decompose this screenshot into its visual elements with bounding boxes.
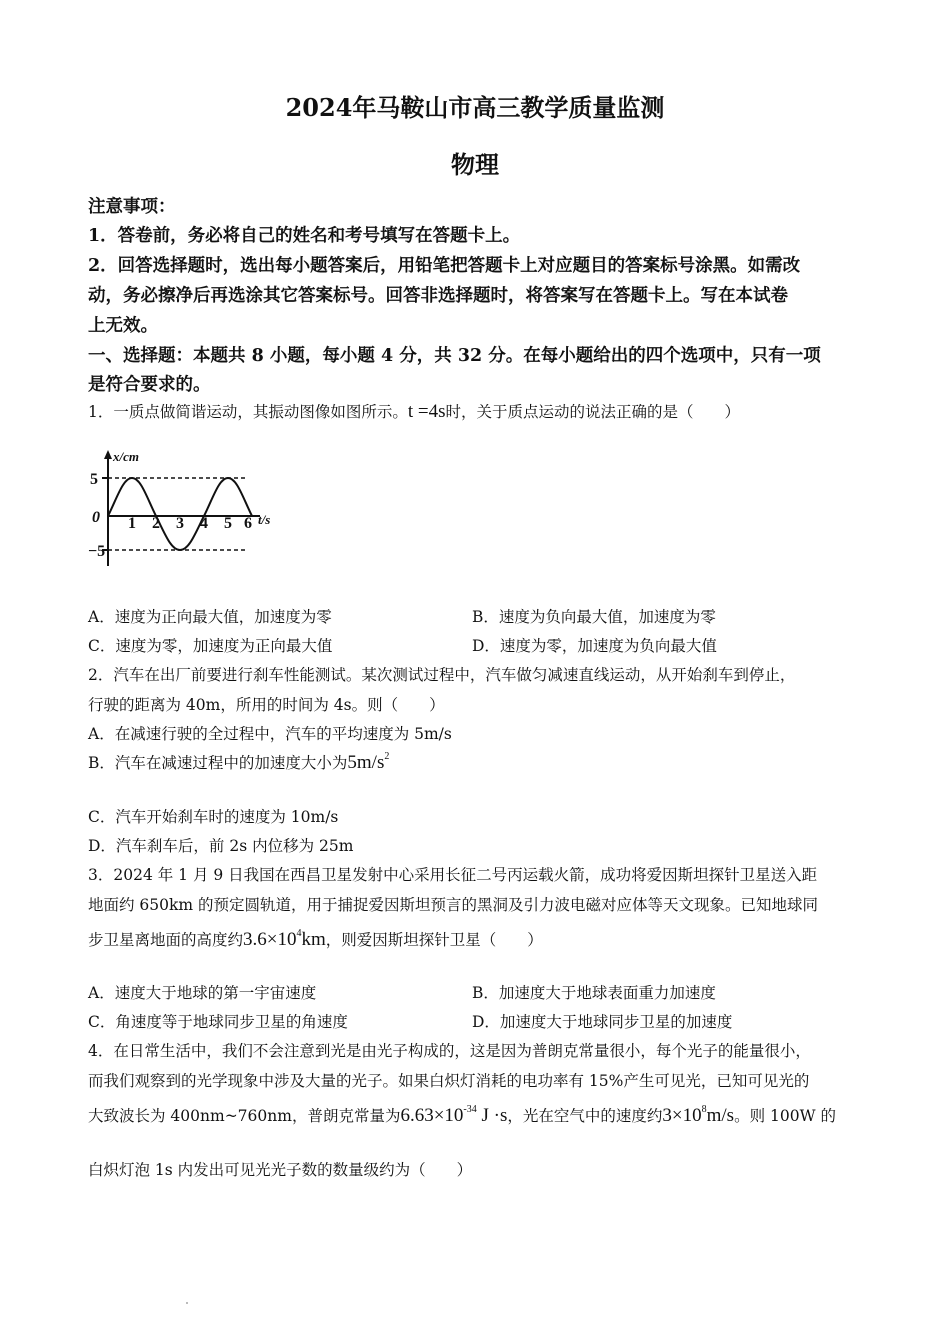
q1-option-d: D．速度为零，加速度为负向最大值 xyxy=(472,637,717,655)
graph-x-tick-2: 2 xyxy=(152,515,160,532)
q1-stem-text-2: 时，关于质点运动的说法正确的是（ ） xyxy=(445,403,741,421)
q2-stem-line-1: 2．汽车在出厂前要进行刹车性能测试。某次测试过程中，汽车做匀减速直线运动，从开始刹车到停止， xyxy=(88,666,796,684)
q4-planck-constant-math: $6.63\times 10^{-34}$ J ·s xyxy=(400,1104,508,1126)
q4-light-speed-math: $3\times 10^8m/s$ xyxy=(662,1104,735,1126)
q1-option-c: C．速度为零，加速度为正向最大值 xyxy=(88,637,333,655)
q3-stem-line-1: 3．2024 年 1 月 9 日我国在西昌卫星发射中心采用长征二号丙运载火箭，成功将爱因斯坦探针卫星送入距 xyxy=(88,866,818,884)
q4-stem-text-3: 。则 100W 的 xyxy=(734,1107,836,1125)
subject-title: 物理 xyxy=(451,150,499,179)
graph-x-tick-6: 6 xyxy=(244,515,252,532)
q2-option-c: C．汽车开始刹车时的速度为 10m/s xyxy=(88,808,339,826)
q3-option-c: C．角速度等于地球同步卫星的角速度 xyxy=(88,1013,348,1031)
q2-option-d: D．汽车刹车后，前 2s 内位移为 25m xyxy=(88,837,354,855)
q2-stem-line-2: 行驶的距离为 40m，所用的时间为 4s。则（ ） xyxy=(88,696,445,714)
q4-stem-line-1: 4．在日常生活中，我们不会注意到光是由光子构成的，这是因为普朗克常量很小，每个光子的能量很小， xyxy=(88,1042,811,1060)
graph-x-label: t/s xyxy=(258,512,271,527)
q3-stem-text: 步卫星离地面的高度约 xyxy=(88,931,244,949)
graph-x-tick-5: 5 xyxy=(224,515,232,532)
q2-option-a: A．在减速行驶的全过程中，汽车的平均速度为 5m/s xyxy=(88,725,452,743)
notice-item-1: 1．答卷前，务必将自己的姓名和考号填写在答题卡上。 xyxy=(88,226,521,246)
q1-stem xyxy=(88,400,740,423)
graph-y-bottom-label: −5 xyxy=(88,543,106,560)
graph-sine-curve xyxy=(108,478,252,550)
graph-y-top-label: 5 xyxy=(90,471,98,488)
scan-dot xyxy=(186,1302,188,1304)
q3-option-a: A．速度大于地球的第一宇宙速度 xyxy=(88,984,317,1002)
q4-stem-line-2: 而我们观察到的光学现象中涉及大量的光子。如果白炽灯消耗的电功率有 15%产生可见光，已知可见光的 xyxy=(88,1072,810,1090)
q1-option-a: A．速度为正向最大值，加速度为零 xyxy=(88,608,332,626)
q2-option-b xyxy=(88,751,389,774)
graph-x-tick-3: 3 xyxy=(176,515,184,532)
notice-item-2-line-2: 动，务必擦净后再选涂其它答案标号。回答非选择题时，将答案写在答题卡上。写在本试卷 xyxy=(88,286,788,306)
graph-x-tick-1: 1 xyxy=(128,515,136,532)
q3-stem-text-2: ，则爱因斯坦探针卫星（ ） xyxy=(325,931,543,949)
section-1-heading-line-1: 一、选择题：本题共 8 小题，每小题 4 分，共 32 分。在每小题给出的四个选项中，只有一项 xyxy=(88,346,821,366)
q4-stem-line-3 xyxy=(88,1104,836,1127)
notice-item-2-line-3: 上无效。 xyxy=(88,316,158,336)
section-1-heading-line-2: 是符合要求的。 xyxy=(88,375,211,395)
exam-title: 2024年马鞍山市高三教学质量监测 xyxy=(285,93,665,122)
q2-option-b-math: $5m/s^2$ xyxy=(347,751,390,773)
q2-option-b-text: B．汽车在减速过程中的加速度大小为 xyxy=(88,754,348,772)
q3-height-math: $3.6\times 10^4km$ xyxy=(243,928,326,950)
q3-option-b: B．加速度大于地球表面重力加速度 xyxy=(472,984,716,1002)
q1-vibration-graph xyxy=(88,444,288,574)
q3-stem-line-3 xyxy=(88,928,543,951)
graph-y-arrow xyxy=(104,450,112,459)
graph-y-label: x/cm xyxy=(113,449,139,464)
q4-stem-text: 大致波长为 400nm~760nm，普朗克常量为 xyxy=(88,1107,401,1125)
graph-origin-label: 0 xyxy=(92,509,100,526)
q4-stem-line-4: 白炽灯泡 1s 内发出可见光光子数的数量级约为（ ） xyxy=(88,1161,473,1179)
notice-heading: 注意事项： xyxy=(88,197,176,217)
q1-stem-text: 1．一质点做简谐运动，其振动图像如图所示。 xyxy=(88,403,408,421)
q3-option-d: D．加速度大于地球同步卫星的加速度 xyxy=(472,1013,733,1031)
q1-stem-math: t =4s xyxy=(407,401,446,422)
q1-option-b: B．速度为负向最大值，加速度为零 xyxy=(472,608,716,626)
notice-item-2-line-1: 2．回答选择题时，选出每小题答案后，用铅笔把答题卡上对应题目的答案标号涂黑。如需改 xyxy=(88,256,801,276)
q3-stem-line-2: 地面约 650km 的预定圆轨道，用于捕捉爱因斯坦预言的黑洞及引力波电磁对应体等天文现象。已知地球同 xyxy=(88,896,819,914)
graph-x-tick-4: 4 xyxy=(200,515,208,532)
q4-stem-text-2: ，光在空气中的速度约 xyxy=(507,1107,663,1125)
